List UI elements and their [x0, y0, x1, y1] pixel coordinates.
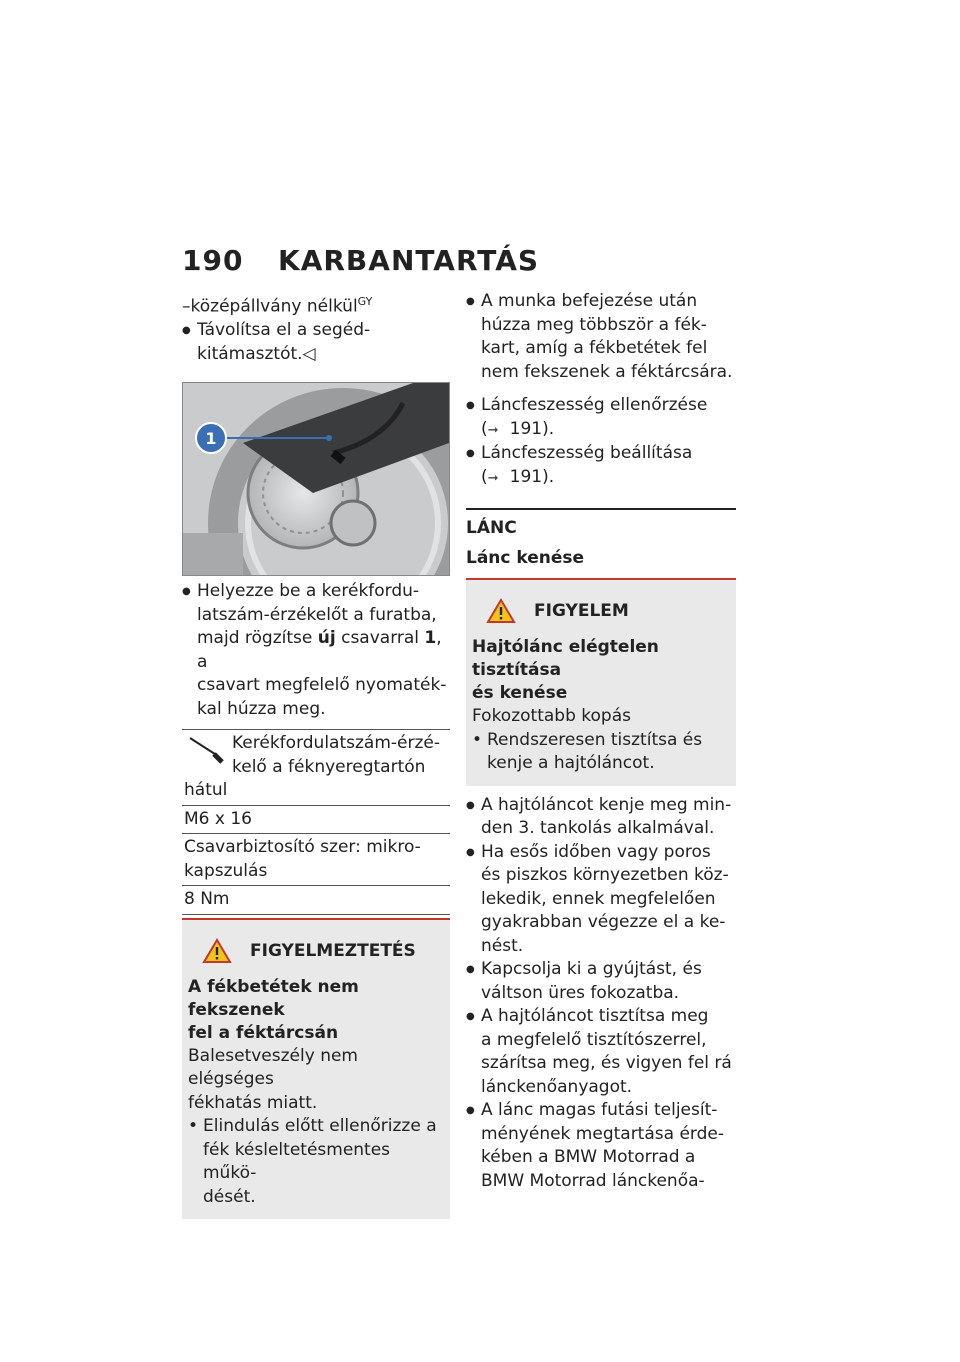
step-3-line-2: váltson üres fokozatba. — [481, 982, 680, 1003]
notice-label: FIGYELEM — [534, 601, 629, 621]
warning-box — [182, 918, 450, 1220]
install-new-word: új — [317, 628, 336, 649]
check-bullet — [466, 394, 736, 418]
variant-text: –középállvány nélkül — [182, 296, 358, 317]
spec-title-row — [182, 730, 450, 806]
adjust-bullet — [466, 442, 736, 466]
spec-table — [182, 729, 450, 915]
warning-label: FIGYELMEZTETÉS — [250, 940, 416, 961]
variant-line — [182, 290, 450, 319]
check-page-ref[interactable]: 191). — [509, 418, 555, 439]
step-1-line-2: den 3. tankolás alkalmával. — [481, 818, 715, 838]
warning-bullet-2: fék késleltetésmentes műkö- — [203, 1139, 391, 1184]
install-text-5: kal húzza meg. — [197, 698, 326, 719]
notice-bullet: • Rendszeresen tisztítsa és — [472, 729, 703, 750]
section-rule — [466, 508, 736, 510]
step-5-line-1: ● A lánc magas futási teljesít- — [466, 1099, 736, 1123]
adjust-text: Láncfeszesség beállítása — [481, 443, 693, 463]
adjust-page-ref[interactable]: 191). — [509, 466, 555, 487]
pump-text-3: kart, amíg a fékbetétek fel — [481, 338, 708, 358]
install-text-1: Helyezze be a kerékfordu- — [197, 581, 420, 602]
notice-head-2: és kenése — [472, 683, 568, 703]
warning-icon — [486, 598, 516, 624]
step-2-line-5: nést. — [481, 935, 524, 956]
pump-text-1: A munka befejezése után — [481, 291, 698, 311]
page-number: 190 — [182, 244, 244, 277]
install-line-3 — [182, 627, 450, 674]
notice-head-1: Hajtólánc elégtelen tisztítása — [472, 637, 659, 680]
install-text-2: latszám-érzékelőt a furatba, — [197, 604, 437, 625]
warning-title — [188, 938, 444, 964]
install-text-3a: majd rögzítse — [197, 628, 318, 649]
spec-lock-1: Csavarbiztosító szer: mikro- — [184, 837, 421, 858]
install-callout-ref: 1 — [424, 628, 437, 649]
step-2-line-1: ● Ha esős időben vagy poros — [466, 841, 736, 865]
step-2-line-2: és piszkos környezetben köz- — [481, 865, 729, 885]
page-title: KARBANTARTÁS — [278, 244, 540, 277]
warning-bullet: • Elindulás előtt ellenőrizze a — [188, 1116, 437, 1137]
step-4-line-3: szárítsa meg, és vigyen fel rá — [481, 1053, 732, 1073]
remove-bullet — [182, 319, 450, 343]
step-4-line-2: a megfelelő tisztítószerrel, — [481, 1029, 707, 1050]
step-5-line-2: ményének megtartása érde- — [481, 1123, 724, 1144]
remove-text-2: kitámasztót.◁ — [197, 343, 316, 364]
install-text-3c: , a — [197, 628, 442, 672]
right-column — [466, 290, 736, 1193]
notice-box — [466, 578, 736, 786]
warning-bullet-3: dését. — [203, 1186, 256, 1207]
install-text-3b: csavarral — [335, 628, 425, 649]
warning-text-2: fékhatás miatt. — [188, 1092, 318, 1113]
check-ref-line[interactable]: (➞ 191). — [466, 418, 736, 443]
step-2-line-3: lekedik, ennek megfelelően — [481, 888, 716, 909]
page-ref-arrow-icon: ➞ — [487, 422, 499, 438]
left-column — [182, 290, 450, 1219]
notice-title — [472, 598, 730, 624]
adjust-ref-line[interactable]: (➞ 191). — [466, 466, 736, 491]
warning-head-1: A fékbetétek nem fekszenek — [188, 976, 359, 1020]
step-5-line-4: BMW Motorrad lánckenőa- — [481, 1170, 705, 1191]
wrench-icon — [184, 734, 230, 766]
sensor-photo — [182, 382, 450, 576]
notice-text-1: Fokozottabb kopás — [472, 706, 631, 726]
notice-bullet-1: Rendszeresen tisztítsa és — [487, 729, 703, 750]
callout-number: 1 — [205, 429, 217, 449]
install-text-4: csavart megfelelő nyomaték- — [197, 675, 447, 696]
page-header — [182, 244, 539, 277]
page-ref-arrow-icon: ➞ — [487, 470, 499, 486]
check-text: Láncfeszesség ellenőrzése — [481, 395, 708, 415]
step-4-line-4: lánckenőanyagot. — [481, 1076, 633, 1097]
notice-bullet-2: kenje a hajtóláncot. — [487, 753, 655, 773]
warning-text-1: Balesetveszély nem elégséges — [188, 1045, 358, 1090]
spec-lock-2: kapszulás — [184, 860, 268, 881]
pump-text-2: húzza meg többször a fék- — [481, 314, 707, 335]
spec-torque: 8 Nm — [182, 886, 450, 915]
spec-title-2: kelő a féknyeregtartón — [232, 756, 426, 777]
pump-bullet — [466, 290, 736, 314]
step-2-line-4: gyakrabban végezze el a ke- — [481, 912, 726, 932]
spec-lock-row — [182, 834, 450, 886]
warning-bullet-1: Elindulás előtt ellenőrizze a — [203, 1116, 437, 1137]
install-line-1 — [182, 580, 450, 604]
step-1-line-1: ● A hajtóláncot kenje meg min- — [466, 794, 736, 818]
spec-size: M6 x 16 — [182, 806, 450, 835]
step-5-line-3: kében a BMW Motorrad a — [481, 1147, 696, 1167]
step-3-line-1: ● Kapcsolja ki a gyújtást, és — [466, 958, 736, 982]
spec-title-3: hátul — [184, 780, 228, 801]
install-bullet — [182, 580, 450, 721]
subsection-title: Lánc kenése — [466, 548, 585, 568]
steps-list — [466, 794, 736, 1194]
warning-head-2: fel a féktárcsán — [188, 1022, 339, 1043]
warning-icon — [202, 938, 232, 964]
section-title: LÁNC — [466, 518, 517, 538]
step-4-line-1: ● A hajtóláncot tisztítsa meg — [466, 1005, 736, 1029]
pump-text-4: nem fekszenek a féktárcsára. — [481, 361, 733, 382]
variant-sup: GY — [357, 295, 373, 308]
spec-title-1: Kerékfordulatszám-érzé- — [232, 733, 440, 754]
remove-text-1: Távolítsa el a segéd- — [197, 320, 371, 341]
